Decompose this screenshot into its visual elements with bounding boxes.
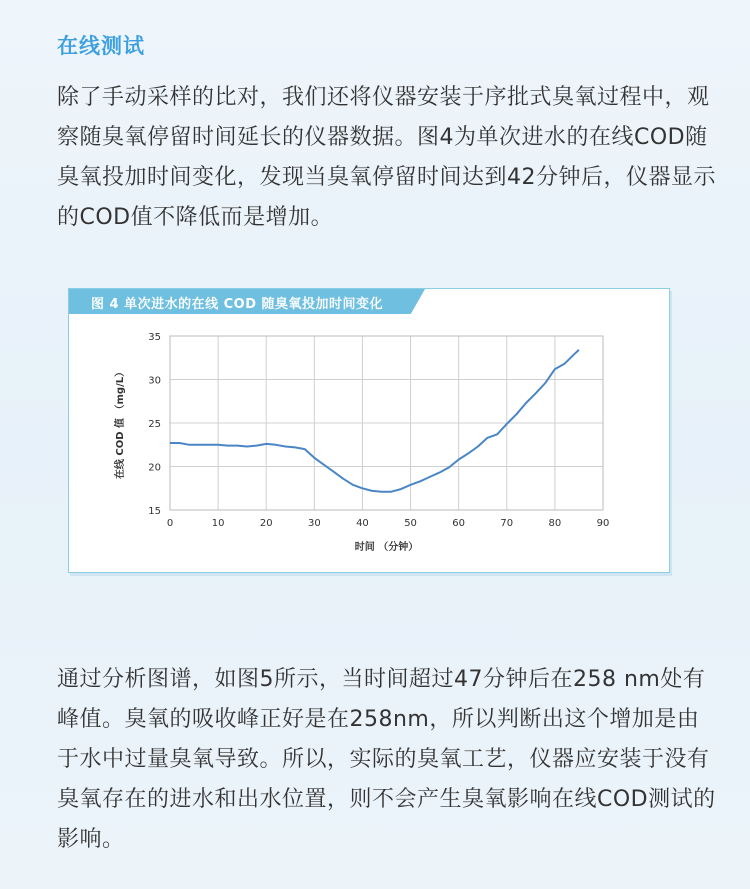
y-tick-label: 30 xyxy=(148,375,161,387)
intro-paragraph: 除了手动采样的比对，我们还将仪器安装于序批式臭氧过程中，观察随臭氧停留时间延长的仪器数据。图4为单次进水的在线COD随臭氧投加时间变化，发现当臭氧停留时间达到42分钟后，仪器显示的COD值不降低而是增加。 xyxy=(57,85,716,230)
x-tick-label: 90 xyxy=(596,518,610,529)
y-tick-label: 25 xyxy=(148,419,161,430)
x-tick-label: 60 xyxy=(452,518,466,529)
x-axis-label: 时间 （分钟） xyxy=(354,542,419,553)
series-line xyxy=(170,350,579,492)
y-axis-label: 在线 COD 值 （mg/L） xyxy=(115,366,126,480)
x-tick-label: 20 xyxy=(259,518,273,529)
y-tick-label: 15 xyxy=(148,506,161,517)
chart-card xyxy=(68,288,670,573)
x-tick-label: 40 xyxy=(356,518,369,529)
x-tick-label: 70 xyxy=(500,518,514,529)
analysis-paragraph: 通过分析图谱，如图5所示，当时间超过47分钟后在258 nm处有峰值。臭氧的吸收峰正好是在258nm，所以判断出这个增加是由于水中过量臭氧导致。所以，实际的臭氧工艺，仪器应安装于没有臭氧存在的进水和出水位置，则不会产生臭氧影响在线COD测试的影响。 xyxy=(57,667,716,852)
x-tick-label: 30 xyxy=(307,518,321,529)
y-tick-label: 35 xyxy=(148,332,161,343)
x-tick-label: 0 xyxy=(166,518,174,529)
x-tick-label: 10 xyxy=(211,518,225,529)
x-tick-label: 80 xyxy=(548,518,562,529)
section-title: 在线测试 xyxy=(57,34,145,58)
x-tick-label: 50 xyxy=(404,518,417,529)
chart-title: 图 4 单次进水的在线 COD 随臭氧投加时间变化 xyxy=(91,297,384,312)
y-tick-label: 20 xyxy=(148,462,161,474)
line-chart xyxy=(69,289,669,572)
